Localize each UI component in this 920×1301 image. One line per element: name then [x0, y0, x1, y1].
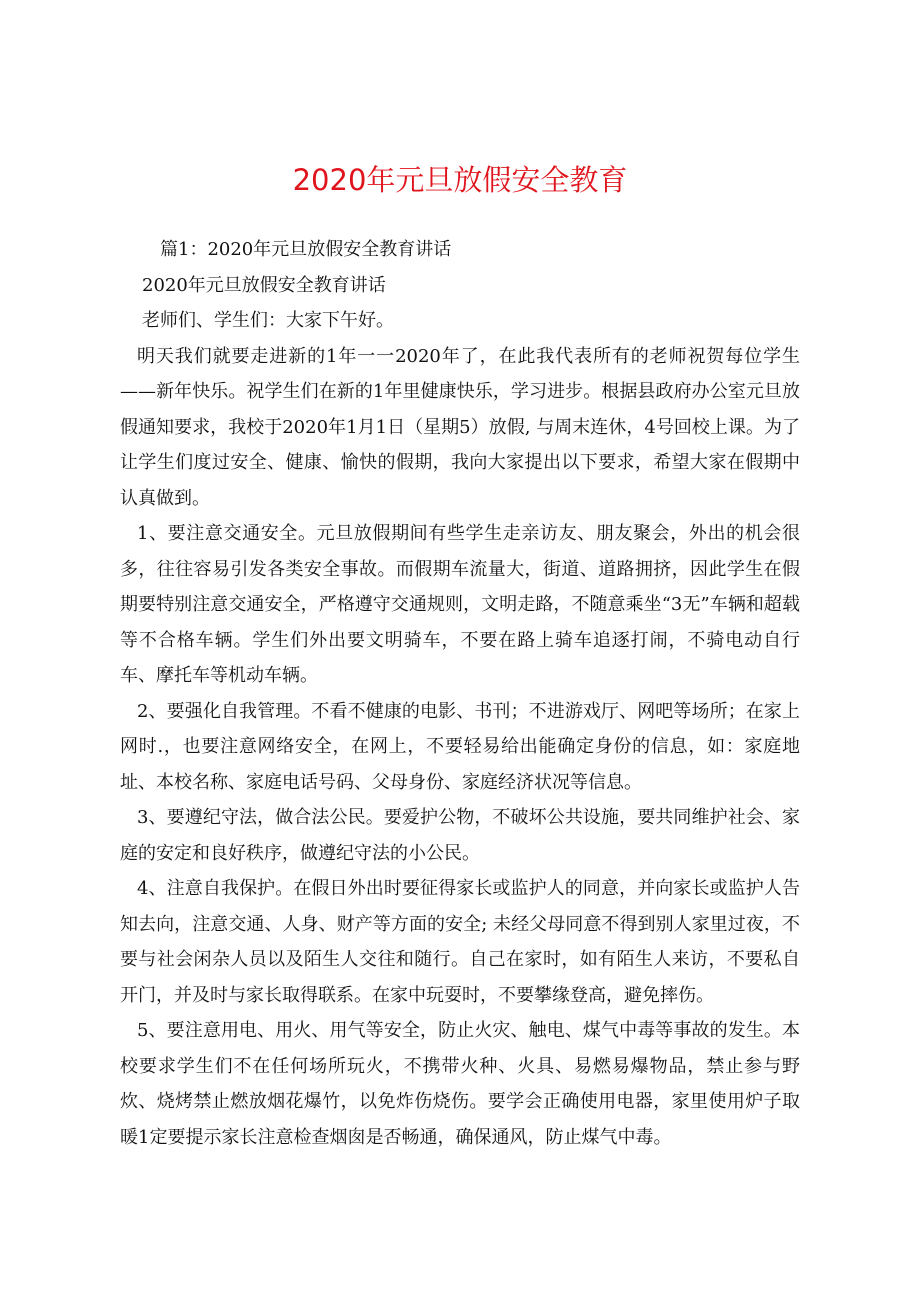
intro-paragraph: 明天我们就要走进新的1年一一2020年了，在此我代表所有的老师祝贺每位学生——新年快乐。祝学生们在新的1年里健康快乐，学习进步。根据县政府办公室元旦放假通知要求，我校于2020年1月1日（星期5）放假, 与周末连休，4号回校上课。为了让学生们度过安全、健康、愉快的假期，我向大家提出以下要求，希望大家在假期中认真做到。 — [120, 345, 800, 509]
rule-paragraph-self-management: 2、要强化自我管理。不看不健康的电影、书刊；不进游戏厅、网吧等场所；在家上网时.，也要注意网络安全，在网上，不要轻易给出能确定身份的信息，如：家庭地址、本校名称、家庭电话号码、父母身份、家庭经济状况等信息。 — [120, 700, 800, 793]
rule-paragraph-self-protection: 4、注意自我保护。在假日外出时要征得家长或监护人的同意，并向家长或监护人告知去向，注意交通、人身、财产等方面的安全; 未经父母同意不得到别人家里过夜，不要与社会闲杂人员以及陌生人交往和随行。自己在家时，如有陌生人来访，不要私自开门，并及时与家长取得联系。在家中玩耍时，不要攀缘登高，避免摔伤。 — [120, 878, 800, 1006]
greeting: 老师们、学生们：大家下午好。 — [142, 310, 394, 331]
document-title: 2020年元旦放假安全教育 — [292, 163, 628, 197]
speech-title: 2020年元旦放假安全教育讲话 — [142, 274, 386, 296]
section-heading: 篇1：2020年元旦放假安全教育讲话 — [160, 239, 452, 260]
rule-paragraph-law: 3、要遵纪守法，做合法公民。要爱护公物，不破坏公共设施，要共同维护社会、家庭的安定和良好秩序，做遵纪守法的小公民。 — [120, 807, 800, 864]
rule-paragraph-fire-safety: 5、要注意用电、用火、用气等安全，防止火灾、触电、煤气中毒等事故的发生。本校要求学生们不在任何场所玩火，不携带火种、火具、易燃易爆物品，禁止参与野炊、烧烤禁止燃放烟花爆竹，以免炸伤烧伤。要学会正确使用电器，家里使用炉子取暖1定要提示家长注意检查烟囱是否畅通，确保通风，防止煤气中毒。 — [120, 1020, 800, 1148]
document-body — [120, 232, 800, 1155]
rule-paragraph-traffic: 1、要注意交通安全。元旦放假期间有些学生走亲访友、朋友聚会，外出的机会很多，往往容易引发各类安全事故。而假期车流量大，街道、道路拥挤，因此学生在假期要特别注意交通安全，严格遵守交通规则，文明走路，不随意乘坐“3无”车辆和超载等不合格车辆。学生们外出要文明骑车，不要在路上骑车追逐打闹，不骑电动自行车、摩托车等机动车辆。 — [120, 523, 800, 686]
